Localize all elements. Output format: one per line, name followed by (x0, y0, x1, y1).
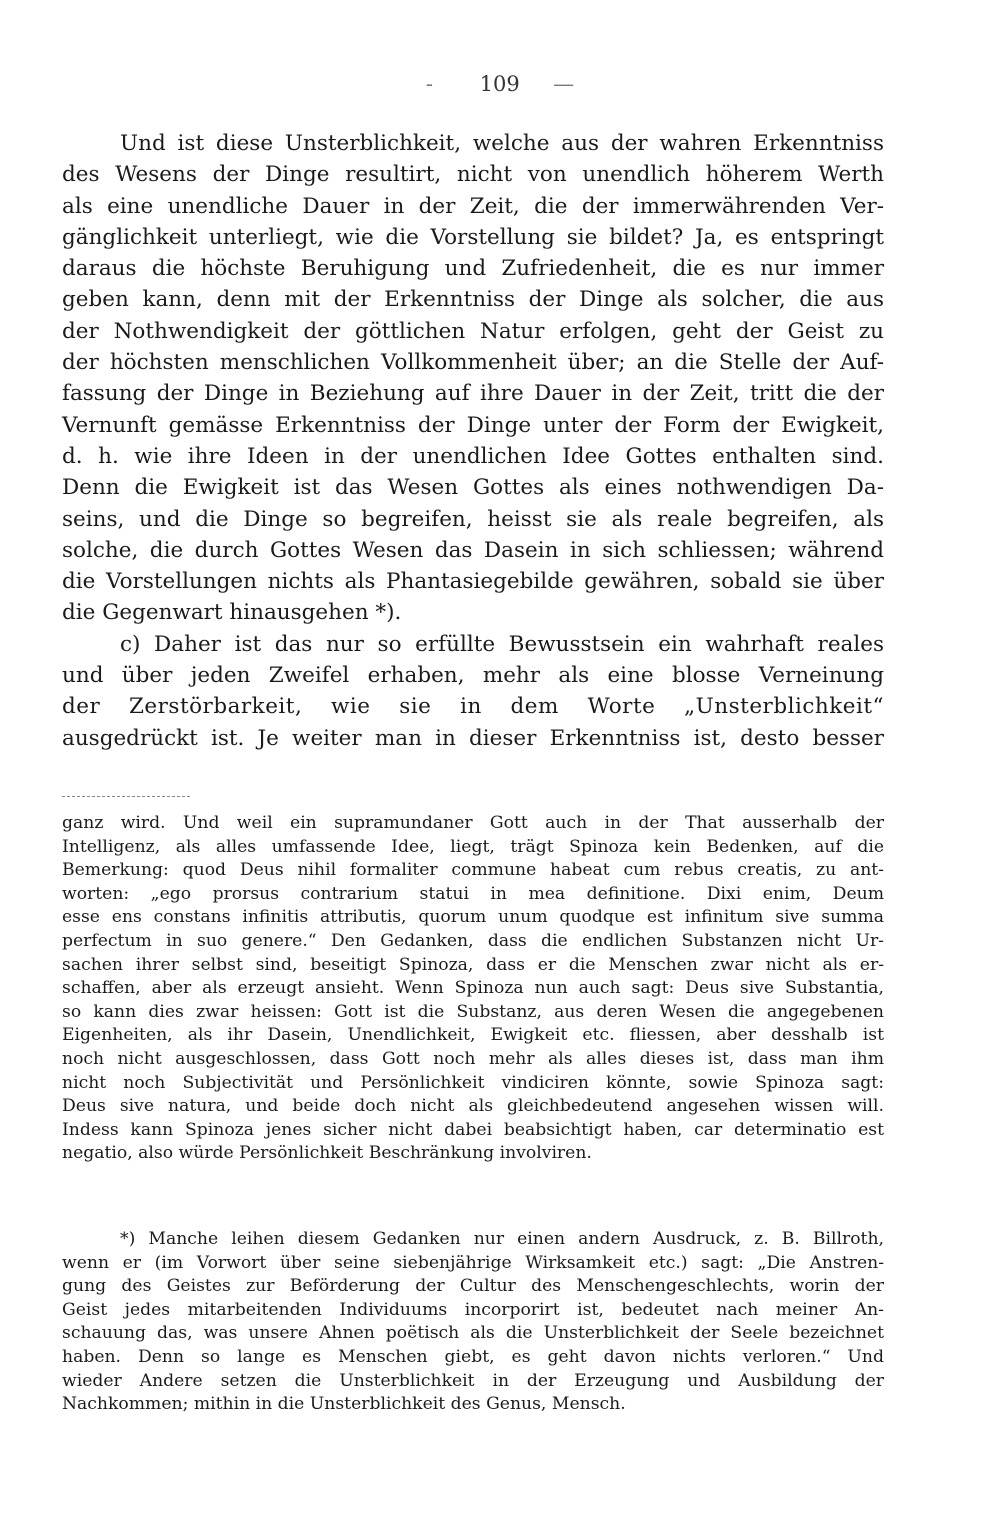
main-text-line: geben kann, denn mit der Erkenntniss der Dinge als solcher, die aus (62, 287, 884, 313)
main-text-line: der Nothwendigkeit der göttlichen Natur erfolgen, geht der Geist zu (62, 318, 884, 344)
footnote-line: nicht noch Subjectivität und Persönlichkeit vindiciren könnte, sowie Spinoza sagt: (62, 1072, 884, 1093)
footnote-line: schaffen, aber als erzeugt ansieht. Wenn Spinoza nun auch sagt: Deus sive Substantia, (62, 978, 884, 999)
footnote-line: perfectum in suo genere.“ Den Gedanken, dass die endlichen Substanzen nicht Ur- (62, 930, 884, 951)
footnote-line: wieder Andere setzen die Unsterblichkeit in der Erzeugung und Ausbildung der (62, 1370, 884, 1391)
main-text-line: der höchsten menschlichen Vollkommenheit über; an die Stelle der Auf- (62, 350, 884, 376)
footnote-line: Geist jedes mitarbeitenden Individuums incorporirt ist, bedeutet nach meiner An- (62, 1299, 884, 1320)
page-number: 109 (479, 72, 520, 96)
main-text-line: d. h. wie ihre Ideen in der unendlichen Idee Gottes enthalten sind. (62, 443, 884, 469)
footnote-line: *) Manche leihen diesem Gedanken nur einen andern Ausdruck, z. B. Billroth, (120, 1229, 884, 1249)
footnote-line: gung des Geistes zur Beförderung der Cultur des Menschengeschlechts, worin der (62, 1276, 884, 1297)
main-text-line: daraus die höchste Beruhigung und Zufriedenheit, die es nur immer (62, 256, 884, 282)
footnote-line: Intelligenz, als alles umfassende Idee, liegt, trägt Spinoza kein Bedenken, auf die (62, 836, 884, 857)
footnote-line: ganz wird. Und weil ein supramundaner Gott auch in der That ausserhalb der (62, 813, 884, 833)
page-header (0, 72, 1000, 96)
main-text-line: c) Daher ist das nur so erfüllte Bewusstsein ein wahrhaft reales (120, 631, 884, 657)
main-text-line: seins, und die Dinge so begreifen, heisst sie als reale begreifen, als (62, 506, 884, 532)
footnote-line: sachen ihrer selbst sind, beseitigt Spinoza, dass er die Menschen zwar nicht als er- (62, 954, 884, 975)
footnote-line: noch nicht ausgeschlossen, dass Gott noch mehr als alles dieses ist, dass man ihm (62, 1048, 884, 1069)
main-text-line: Denn die Ewigkeit ist das Wesen Gottes als eines nothwendigen Da- (62, 475, 884, 501)
footnote-line: Eigenheiten, als ihr Dasein, Unendlichkeit, Ewigkeit etc. fliessen, aber desshalb ist (62, 1025, 884, 1046)
main-text-line: gänglichkeit unterliegt, wie die Vorstellung sie bildet? Ja, es entspringt (62, 224, 884, 250)
footnote-line: so kann dies zwar heissen: Gott ist die Substanz, aus deren Wesen die angegebenen (62, 1001, 884, 1022)
footnote-line: negatio, also würde Persönlichkeit Beschränkung involviren. (62, 1143, 592, 1164)
main-text-line: Und ist diese Unsterblichkeit, welche aus der wahren Erkenntniss (120, 131, 884, 156)
main-text-line: als eine unendliche Dauer in der Zeit, die der immerwährenden Ver- (62, 193, 884, 219)
main-text-line: und über jeden Zweifel erhaben, mehr als eine blosse Verneinung (62, 663, 884, 689)
main-text-line: solche, die durch Gottes Wesen das Dasein in sich schliessen; während (62, 537, 884, 563)
footnote-continued (62, 812, 884, 1166)
footnote-line: worten: „ego prorsus contrarium statui in mea definitione. Dixi enim, Deum (62, 883, 884, 904)
footnote-star (62, 1228, 884, 1417)
main-text-line: fassung der Dinge in Beziehung auf ihre Dauer in der Zeit, tritt die der (62, 381, 884, 407)
header-right-mark: — (553, 72, 575, 96)
header-left-mark: - (425, 72, 433, 96)
main-text-line: die Vorstellungen nichts als Phantasiegebilde gewähren, sobald sie über (62, 569, 884, 595)
footnote-line: esse ens constans infinitis attributis, quorum unum quodque est infinitum sive summa (62, 907, 884, 928)
main-text-line: der Zerstörbarkeit, wie sie in dem Worte „Unsterblichkeit“ (62, 694, 884, 720)
main-text (62, 128, 884, 754)
footnote-line: wenn er (im Vorwort über seine siebenjährige Wirksamkeit etc.) sagt: „Die Anstren- (62, 1252, 884, 1273)
footnote-separator (62, 796, 190, 797)
footnote-line: haben. Denn so lange es Menschen giebt, es geht davon nichts verloren.“ Und (62, 1346, 884, 1367)
footnote-line: Deus sive natura, und beide doch nicht als gleichbedeutend angesehen wissen will. (62, 1096, 884, 1117)
main-text-line: ausgedrückt ist. Je weiter man in dieser Erkenntniss ist, desto besser (62, 725, 884, 751)
main-text-line: Vernunft gemässe Erkenntniss der Dinge unter der Form der Ewigkeit, (62, 412, 884, 438)
footnote-line: schauung das, was unsere Ahnen poëtisch als die Unsterblichkeit der Seele bezeichnet (62, 1323, 884, 1344)
footnote-line: Indess kann Spinoza jenes sicher nicht dabei beabsichtigt haben, car determinatio est (62, 1119, 884, 1140)
footnote-line: Nachkommen; mithin in die Unsterblichkeit des Genus, Mensch. (62, 1394, 626, 1415)
main-text-line: die Gegenwart hinausgehen *). (62, 600, 402, 626)
main-text-line: des Wesens der Dinge resultirt, nicht von unendlich höherem Werth (62, 162, 884, 188)
footnote-line: Bemerkung: quod Deus nihil formaliter commune habeat cum rebus creatis, zu ant- (62, 860, 884, 881)
